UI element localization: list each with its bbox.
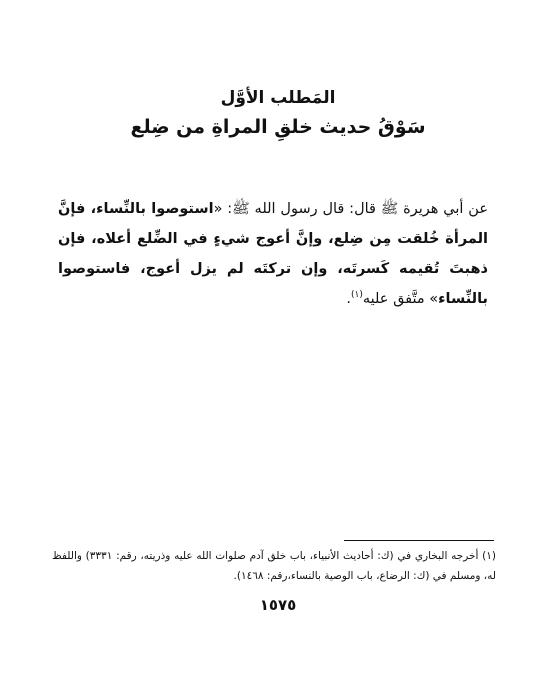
hadith-text: استوصوا بالنِّساء، فإنَّ المرأة خُلقت مِن ضِلع، وإنَّ أعوج شيءٍ في الضِّلع أعلاه، فإن ذهبتَ تُقيمه كَسرتَه، وإن تركتَه لم يزل أعوج، فاستوصوا بالنِّساء bbox=[58, 201, 488, 307]
section-heading: المَطلب الأوَّل bbox=[220, 88, 336, 108]
section-subheading: سَوْقُ حديث خلقِ المراةِ من ضِلع bbox=[130, 116, 426, 138]
footnote: (١) أخرجه البخاري في (ك: أحاديث الأنبياء، باب خلق آدم صلوات الله عليه وذريته، رقم: ٣٣٣١) واللفظ له، ومسلم في (ك: الرضاع، باب الوصية بالنساء،رقم: ١٤٦٨). bbox=[52, 550, 496, 582]
footnote-reference: (١) bbox=[350, 290, 363, 301]
hadith-intro: عن أبي هريرة ﷺ قال: قال رسول الله ﷺ: « bbox=[213, 201, 488, 217]
hadith-paragraph bbox=[58, 194, 488, 314]
hadith-end: . bbox=[346, 291, 351, 307]
page-number: ١٥٧٥ bbox=[259, 596, 297, 614]
footnote-divider bbox=[344, 540, 494, 541]
hadith-close: » متَّفق عليه bbox=[362, 291, 439, 307]
